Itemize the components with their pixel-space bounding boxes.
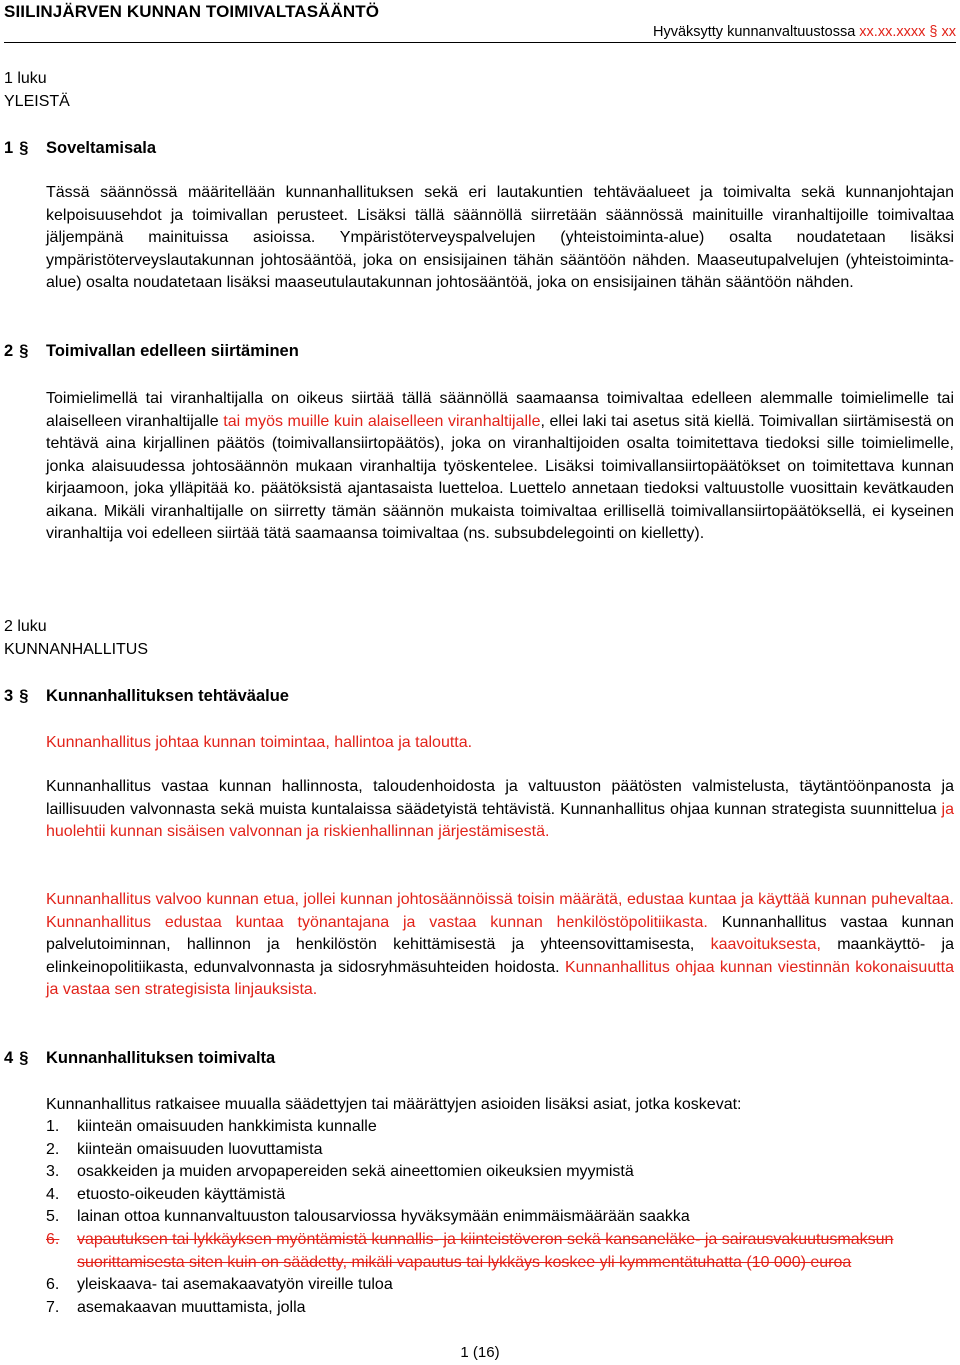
chapter-title: KUNNANHALLITUS xyxy=(4,641,149,658)
list-item-text: osakkeiden ja muiden arvopapereiden sekä aineettomien oikeuksien myymistä xyxy=(77,1163,634,1181)
list-item-text: vapautuksen tai lykkäyksen myöntämistä kunnallis- ja kiinteistöveron sekä kansaneläke- ja sairausvakuutusmaksun suorittamisesta siten kuin on säädetty, mikäli vapautus tai lykkäys koskee yli kymmentätuhatta (10 000) euroa xyxy=(77,1230,894,1271)
section-title: Toimivallan edelleen siirtäminen xyxy=(46,342,299,360)
chapter-number: 2 luku xyxy=(4,618,47,635)
section-number: 3 xyxy=(4,687,14,705)
section-sign: § xyxy=(19,687,29,705)
list-item xyxy=(46,1116,954,1139)
list-item-number: 6. xyxy=(46,1230,60,1248)
page-header xyxy=(4,0,956,43)
text-run-amended: ja huolehtii kunnan sisäisen valvonnan ja riskienhallinnan järjestämisestä. xyxy=(46,800,954,840)
list-item-text: kiinteän omaisuuden hankkimista kunnalle xyxy=(77,1118,377,1135)
text-run: maankäyttö- ja elinkeinopolitiikasta, edunvalvonnasta ja sidosryhmäsuhteiden hoidosta. xyxy=(46,936,954,976)
list-item-text: yleiskaava- tai asemakaavatyön vireille tuloa xyxy=(77,1276,393,1294)
section-3-paragraph-1: Kunnanhallitus johtaa kunnan toimintaa, hallintoa ja taloutta. xyxy=(46,734,473,751)
list-item-number: 4. xyxy=(46,1185,60,1203)
section-1-text: Tässä säännössä määritellään kunnanhallituksen sekä eri lautakuntien tehtäväalueet ja toimivalta sekä kunnanjohtajan kelpoisuusehdot ja toimivallan perusteet. Lisäksi tällä säännöllä siirretään säännössä mainituille viranhaltijoille toimivaltaa jäljempänä mainituissa asioissa. Ympäristöterveyspalvelujen (yhteistoiminta-alue) osalta noudatetaan lisäksi ympäristöterveyslautakunnan johtosääntöä, joka on ensisijainen tähän sääntöön nähden. Maaseutupalvelujen (yhteistoiminta-alue) osalta noudatetaan lisäksi maaseutulautakunnan johtosääntöä, joka on ensisijainen tähän sääntöön nähden. xyxy=(46,184,954,291)
section-title: Kunnanhallituksen tehtäväalue xyxy=(46,687,289,705)
section-4-heading xyxy=(4,1049,275,1068)
text-run: Toimielimellä tai viranhaltijalla on oikeus siirtää tällä säännöllä saamaansa toimivaltaa edelleen alemmalle toimielimelle tai alaiselleen viranhaltijalle xyxy=(46,390,954,430)
section-1-heading xyxy=(4,139,156,158)
list-item xyxy=(46,1297,954,1320)
list-item-text: lainan ottoa kunnanvaltuuston talousarviossa hyväksymään enimmäismäärään saakka xyxy=(77,1208,690,1226)
section-2-heading xyxy=(4,342,299,361)
list-item-number: 5. xyxy=(46,1208,60,1226)
section-sign: § xyxy=(19,1049,29,1067)
section-number: 4 xyxy=(4,1049,14,1067)
approval-note xyxy=(653,24,956,40)
section-3-paragraph-3 xyxy=(46,889,954,1002)
list-item-text: asemakaavan muuttamista, jolla xyxy=(77,1298,306,1316)
approval-para-sign: § xyxy=(929,24,938,40)
text-run-amended: Kunnanhallitus valvoo kunnan etua, jollei kunnan johtosäännöissä toisin määrätä, edustaa kuntaa ja käyttää kunnan puhevaltaa. Kunnanhallitus edustaa kuntaa työnantajana ja vastaa kunnan henkilöstöpolitiikasta. xyxy=(46,891,954,931)
list-item-text: etuosto-oikeuden käyttämistä xyxy=(77,1185,286,1203)
text-run-amended: tai myös muille kuin alaiselleen viranhaltijalle xyxy=(223,412,541,430)
list-item-number: 7. xyxy=(46,1298,60,1316)
section-3-heading xyxy=(4,687,289,706)
chapter-number: 1 luku xyxy=(4,70,47,87)
section-2-text xyxy=(46,388,954,546)
section-3-paragraph-2 xyxy=(46,776,954,844)
section-number: 1 xyxy=(4,139,14,157)
section-number: 2 xyxy=(4,342,14,360)
chapter-1-heading xyxy=(4,67,70,113)
list-item xyxy=(46,1206,954,1229)
page-number: 1 (16) xyxy=(460,1344,500,1361)
list-item xyxy=(46,1161,954,1184)
approval-para-number: xx xyxy=(941,24,956,40)
list-item xyxy=(46,1184,954,1207)
approval-prefix: Hyväksytty kunnanvaltuustossa xyxy=(652,24,856,40)
section-title: Kunnanhallituksen toimivalta xyxy=(46,1049,276,1067)
list-item-number: 6. xyxy=(46,1276,60,1294)
text-run-amended: kaavoituksesta, xyxy=(710,936,821,953)
list-item-text: kiinteän omaisuuden luovuttamista xyxy=(77,1140,323,1158)
text-run: Kunnanhallitus vastaa kunnan palvelutoiminnan, hallinnon ja henkilöstön kehittämisestä ja yhteensovittamisesta, xyxy=(46,913,955,953)
text-run-amended: Kunnanhallitus ohjaa kunnan viestinnän kokonaisuutta ja vastaa sen strategisista linjauksista. xyxy=(46,958,954,998)
chapter-2-heading xyxy=(4,615,148,661)
list-item-deleted xyxy=(46,1229,954,1274)
list-item-number: 2. xyxy=(46,1140,60,1158)
list-item xyxy=(46,1139,954,1162)
section-sign: § xyxy=(19,342,29,360)
chapter-title: YLEISTÄ xyxy=(4,93,70,110)
list-item xyxy=(46,1274,954,1297)
section-sign: § xyxy=(19,139,29,157)
text-run: , ellei laki tai asetus sitä kiellä. Toimivallan siirtämisestä on tehtävä aina kirjallinen päätös (toimivallansiirtopäätös), joka on viranhaltijoiden osalta toimitettava tiedoksi sille toimielimelle, jonka alaisuudessa johtosäännön mukaan viranhaltija työskentelee. Lisäksi toimivallansiirtopäätökset on toimitettava kunnan kirjaamoon, joka ylläpitää ko. päätöksistä ajantasaista luetteloa. Luettelo annetaan tiedoksi valtuustolle vuosittain kevätkauden aikana. Mikäli viranhaltijalle on siirretty tämän säännön mukaista toimivaltaa erillisellä toimivallansiirtopäätöksellä, ei kyseinen viranhaltija voi edelleen siirtää tätä saamaansa toimivaltaa (ns. subsubdelegointi on kielletty). xyxy=(46,412,955,542)
approval-date: xx.xx.xxxx xyxy=(859,24,926,40)
section-4-intro: Kunnanhallitus ratkaisee muualla säädettyjen tai määrättyjen asioiden lisäksi asiat, jotka koskevat: xyxy=(46,1096,742,1113)
powers-list xyxy=(46,1116,954,1319)
list-item-number: 3. xyxy=(46,1163,60,1181)
list-item-number: 1. xyxy=(46,1118,60,1135)
section-title: Soveltamisala xyxy=(46,139,157,157)
text-run: Kunnanhallitus vastaa kunnan hallinnosta, taloudenhoidosta ja valtuuston päätösten valmistelusta, täytäntöönpanosta ja laillisuuden valvonnasta sekä muista kuntalaissa säädetyistä tehtävistä. Kunnanhallitus ohjaa kunnan strategista suunnittelua xyxy=(46,778,954,818)
document-title: SIILINJÄRVEN KUNNAN TOIMIVALTASÄÄNTÖ xyxy=(4,2,380,21)
